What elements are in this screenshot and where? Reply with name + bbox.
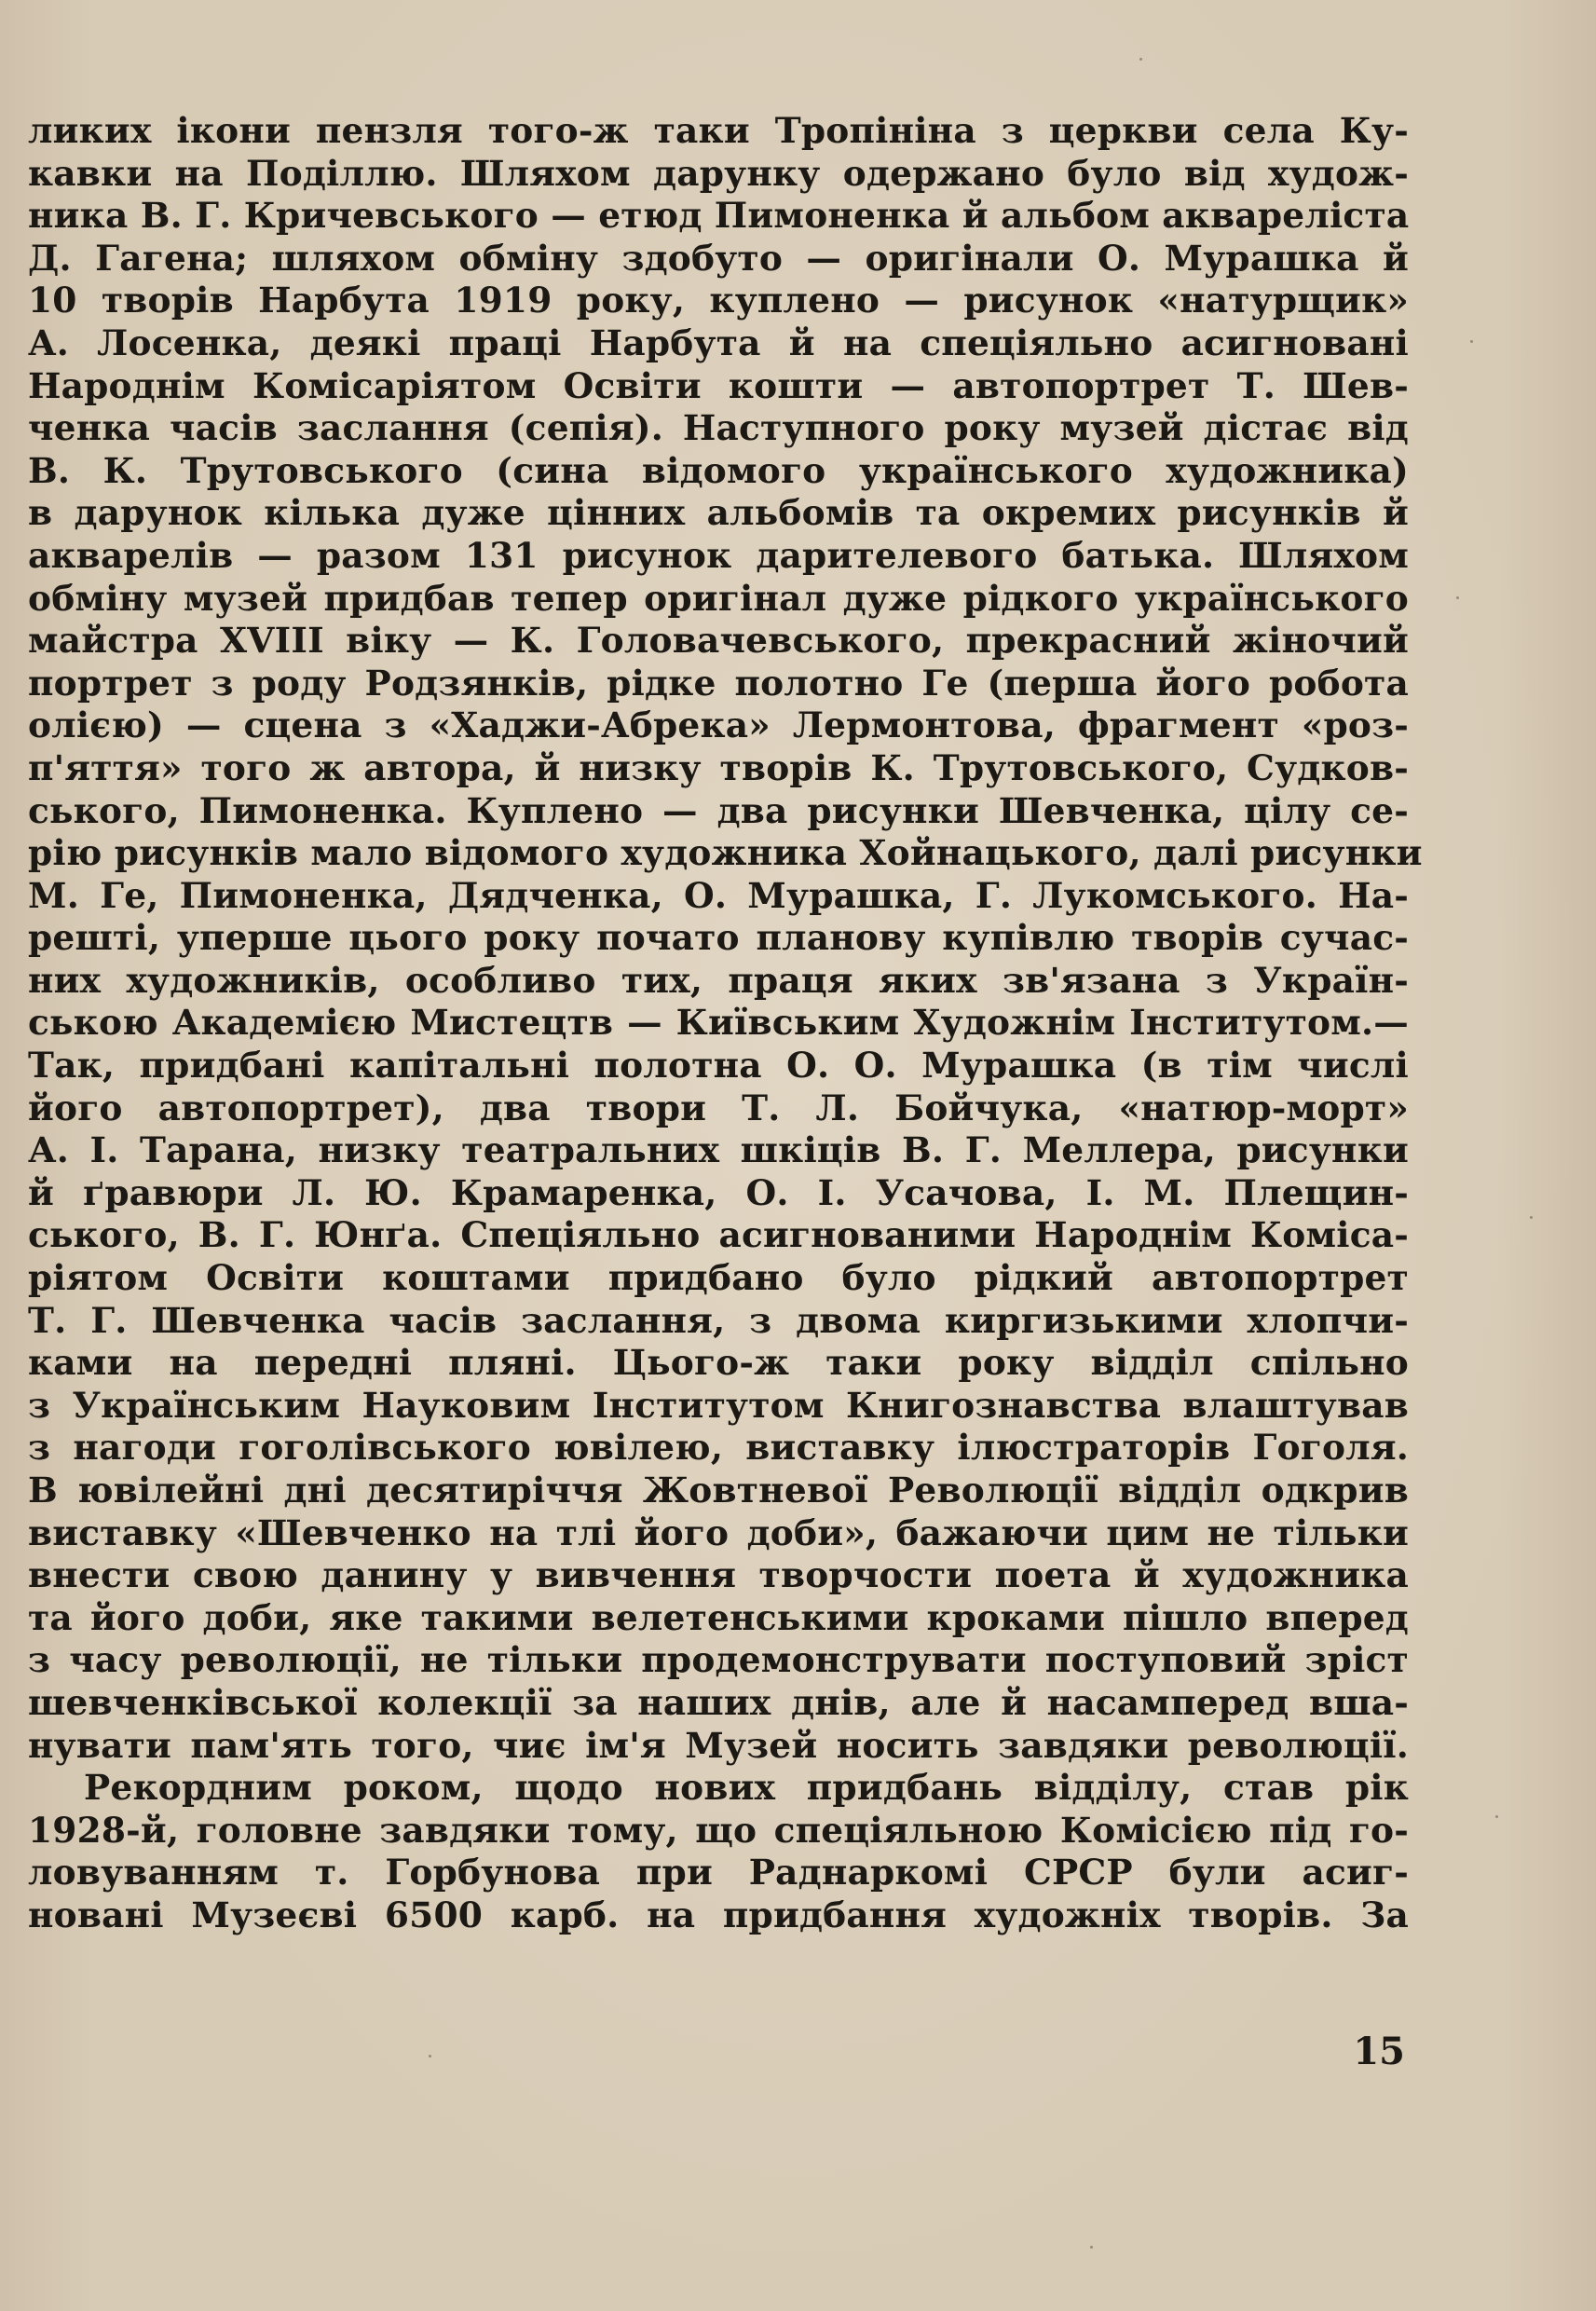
text-line: ченка часів заслання (сепія). Наступного року музей дістає від [28, 407, 1409, 449]
text-line: решті, уперше цього року почато планову купівлю творів сучас- [28, 917, 1409, 959]
text-line: В ювілейні дні десятиріччя Жовтневої Революції відділ одкрив [28, 1470, 1409, 1511]
text-line: ликих ікони пензля того-ж таки Тропініна з церкви села Ку- [28, 110, 1409, 151]
text-line: ріятом Освіти коштами придбано було рідкий автопортрет [28, 1257, 1409, 1299]
text-line: з нагоди гоголівського ювілею, виставку ілюстраторів Гоголя. [28, 1427, 1409, 1469]
text-line: ською Академією Мистецтв — Київським Художнім Інститутом.— [28, 1002, 1409, 1044]
paper-speck [1090, 2246, 1093, 2249]
text-line: рію рисунків мало відомого художника Хойнацького, далі рисунки [28, 832, 1423, 874]
text-line: його автопортрет), два твори Т. Л. Бойчука, «натюр-морт» [28, 1087, 1409, 1128]
text-line: ського, В. Г. Юнґа. Спеціяльно асигнованими Народнім Коміса- [28, 1214, 1409, 1256]
text-line: ського, Пимоненка. Куплено — два рисунки Шевченка, цілу се- [28, 789, 1409, 831]
text-line: нувати пам'ять того, чиє ім'я Музей носить завдяки революції. [28, 1724, 1409, 1766]
text-line: виставку «Шевченко на тлі його доби», бажаючи цим не тільки [28, 1511, 1409, 1553]
text-line: обміну музей придбав тепер оригінал дуже рідкого українського [28, 577, 1409, 619]
text-line: майстра XVIII віку — К. Головачевського, прекрасний жіночий [28, 620, 1409, 662]
text-line: А. І. Тарана, низку театральних шкіців В. Г. Меллера, рисунки [28, 1129, 1409, 1171]
text-line: новані Музеєві 6500 карб. на придбання художніх творів. За [28, 1894, 1409, 1935]
page-number: 15 [1353, 2030, 1405, 2073]
text-line: портрет з роду Родзянків, рідке полотно Ге (перша його робота [28, 662, 1409, 704]
text-line: олією) — сцена з «Хаджи-Абрека» Лермонтова, фрагмент «роз- [28, 704, 1409, 746]
text-line: в дарунок кілька дуже цінних альбомів та окремих рисунків й [28, 492, 1409, 534]
text-line: з Українським Науковим Інститутом Книгознавства влаштував [28, 1384, 1409, 1426]
text-line: В. К. Трутовського (сина відомого українського художника) [28, 449, 1409, 491]
paper-speck [429, 2055, 431, 2058]
text-line: п'яття» того ж автора, й низку творів К. Трутовського, Судков- [28, 746, 1409, 788]
text-line: 10 творів Нарбута 1919 року, куплено — рисунок «натурщик» [28, 280, 1409, 321]
text-line: акварелів — разом 131 рисунок дарителевого батька. Шляхом [28, 534, 1409, 576]
text-line: шевченківської колекції за наших днів, але й насамперед вша- [28, 1681, 1409, 1723]
text-line: 1928-й, головне завдяки тому, що спеціяльною Комісією під го- [28, 1809, 1409, 1851]
paper-speck [1470, 340, 1473, 343]
text-line: Рекордним роком, щодо нових придбань відділу, став рік [84, 1767, 1409, 1809]
paper-speck [1530, 1216, 1533, 1219]
page-body-text [28, 110, 1423, 1937]
text-line: Т. Г. Шевченка часів заслання, з двома киргизькими хлопчи- [28, 1299, 1409, 1341]
paper-speck [1495, 1815, 1498, 1818]
paper-speck [1456, 596, 1459, 599]
text-line: й ґравюри Л. Ю. Крамаренка, О. І. Усачова, І. М. Плещин- [28, 1171, 1409, 1213]
text-line: М. Ге, Пимоненка, Дядченка, О. Мурашка, Г. Лукомського. На- [28, 874, 1409, 916]
text-line: них художників, особливо тих, праця яких зв'язана з Україн- [28, 959, 1409, 1001]
text-line: ками на передні пляні. Цього-ж таки року відділ спільно [28, 1342, 1409, 1384]
text-line: кавки на Поділлю. Шляхом дарунку одержано було від худож- [28, 152, 1409, 194]
paper-speck [1139, 58, 1142, 61]
text-line: Д. Гагена; шляхом обміну здобуто — оригінали О. Мурашка й [28, 237, 1409, 279]
text-line: та його доби, яке такими велетенськими кроками пішло вперед [28, 1596, 1409, 1638]
text-line: внести свою данину у вивчення творчости поета й художника [28, 1554, 1409, 1596]
text-line: А. Лосенка, деякі праці Нарбута й на спеціяльно асигновані [28, 321, 1409, 363]
text-line: з часу революції, не тільки продемонструвати поступовий зріст [28, 1639, 1409, 1681]
text-line: Народнім Комісаріятом Освіти кошти — автопортрет Т. Шев- [28, 364, 1409, 406]
text-line: ловуванням т. Горбунова при Раднаркомі СРСР були асиг- [28, 1852, 1409, 1894]
text-line: ника В. Г. Кричевського — етюд Пимоненка й альбом аквареліста [28, 195, 1410, 237]
text-line: Так, придбані капітальні полотна О. О. Мурашка (в тім числі [28, 1045, 1409, 1087]
